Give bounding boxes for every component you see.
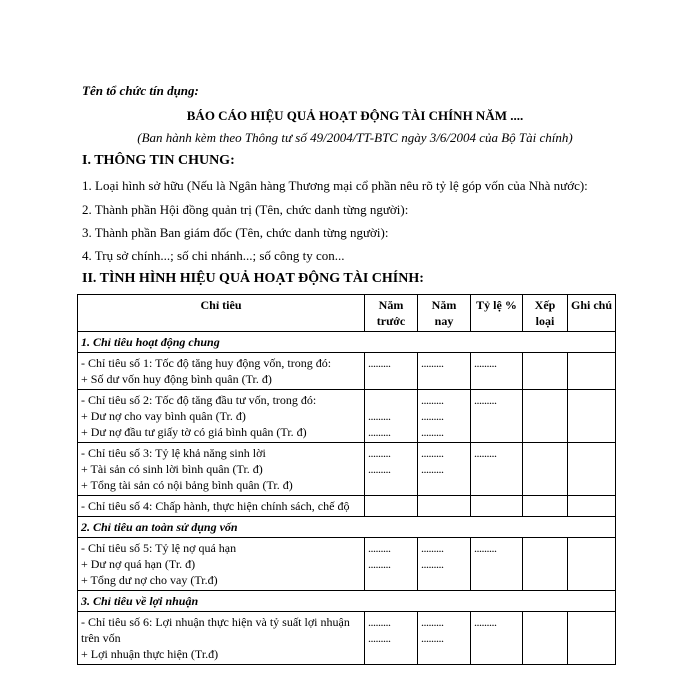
indicator-cell xyxy=(78,353,365,390)
placeholder-dots: ......... xyxy=(421,631,444,645)
indicator-line: + Lợi nhuận thực hiện (Tr.đ) xyxy=(81,647,219,661)
placeholder-dots: ......... xyxy=(368,462,391,476)
placeholder-dots: ......... xyxy=(474,393,497,407)
section-1-heading: I. THÔNG TIN CHUNG: xyxy=(82,153,235,168)
placeholder-dots: ......... xyxy=(421,557,444,571)
general-info-item-4: 4. Trụ sở chính...; số chi nhánh...; số công ty con... xyxy=(82,248,345,263)
prev-year-cell xyxy=(365,353,418,390)
note-cell xyxy=(568,390,616,443)
general-info-item-3: 3. Thành phần Ban giám đốc (Tên, chức danh từng người): xyxy=(82,225,389,240)
indicator-line: - Chỉ tiêu số 5: Tỷ lệ nợ quá hạn xyxy=(81,541,237,555)
group-label: 2. Chỉ tiêu an toàn sử dụng vốn xyxy=(78,517,616,538)
table-header-row xyxy=(78,295,616,332)
column-header: Xếp loại xyxy=(523,295,568,332)
column-header: Ghi chú xyxy=(568,295,616,332)
indicator-line: + Số dư vốn huy động bình quân (Tr. đ) xyxy=(81,372,272,386)
rank-cell xyxy=(523,612,568,665)
table-row xyxy=(78,390,616,443)
placeholder-dots: ......... xyxy=(368,409,391,423)
prev-year-cell xyxy=(365,443,418,496)
table-row xyxy=(78,443,616,496)
this-year-cell xyxy=(418,612,471,665)
column-header: Năm trước xyxy=(365,295,418,332)
placeholder-dots: ......... xyxy=(368,631,391,645)
placeholder-dots: ......... xyxy=(368,557,391,571)
indicator-line: + Tổng tài sản có nội bảng bình quân (Tr. đ) xyxy=(81,478,293,492)
table-row xyxy=(78,612,616,665)
placeholder-dots: ......... xyxy=(474,615,497,629)
placeholder-dots: ......... xyxy=(421,409,444,423)
indicator-line: + Tổng dư nợ cho vay (Tr.đ) xyxy=(81,573,218,587)
table-row xyxy=(78,496,616,517)
prev-year-cell xyxy=(365,612,418,665)
rank-cell xyxy=(523,353,568,390)
ratio-cell xyxy=(471,538,523,591)
note-cell xyxy=(568,353,616,390)
column-header: Năm nay xyxy=(418,295,471,332)
placeholder-dots: ......... xyxy=(421,462,444,476)
this-year-cell xyxy=(418,390,471,443)
table-row xyxy=(78,353,616,390)
note-cell xyxy=(568,538,616,591)
prev-year-cell xyxy=(365,538,418,591)
placeholder-dots: ......... xyxy=(474,541,497,555)
org-label: Tên tổ chức tín dụng: xyxy=(82,83,199,98)
group-label: 3. Chỉ tiêu về lợi nhuận xyxy=(78,591,616,612)
ratio-cell xyxy=(471,390,523,443)
prev-year-cell xyxy=(365,496,418,517)
indicator-line: - Chỉ tiêu số 6: Lợi nhuận thực hiện và tỷ suất lợi nhuận trên vốn xyxy=(81,615,350,645)
indicator-cell xyxy=(78,496,365,517)
this-year-cell xyxy=(418,538,471,591)
ratio-cell xyxy=(471,496,523,517)
placeholder-dots: ......... xyxy=(368,615,391,629)
note-cell xyxy=(568,443,616,496)
column-header: Tỷ lệ % xyxy=(471,295,523,332)
rank-cell xyxy=(523,496,568,517)
indicator-line: - Chỉ tiêu số 4: Chấp hành, thực hiện chính sách, chế độ xyxy=(81,499,350,513)
column-header: Chỉ tiêu xyxy=(78,295,365,332)
indicator-cell xyxy=(78,443,365,496)
ratio-cell xyxy=(471,353,523,390)
general-info-item-2: 2. Thành phần Hội đồng quản trị (Tên, chức danh từng người): xyxy=(82,202,409,217)
ratio-cell xyxy=(471,443,523,496)
placeholder-dots: ......... xyxy=(474,356,497,370)
placeholder-dots: ......... xyxy=(421,393,444,407)
indicator-line: + Dư nợ cho vay bình quân (Tr. đ) xyxy=(81,409,246,423)
ratio-cell xyxy=(471,612,523,665)
indicator-line: + Tài sản có sinh lời bình quân (Tr. đ) xyxy=(81,462,263,476)
note-cell xyxy=(568,496,616,517)
indicator-line: - Chỉ tiêu số 3: Tỷ lệ khả năng sinh lời xyxy=(81,446,266,460)
group-row xyxy=(78,591,616,612)
placeholder-dots: ......... xyxy=(368,541,391,555)
placeholder-dots: ......... xyxy=(421,356,444,370)
rank-cell xyxy=(523,538,568,591)
indicator-line: - Chỉ tiêu số 2: Tốc độ tăng đầu tư vốn, trong đó: xyxy=(81,393,317,407)
placeholder-dots: ......... xyxy=(368,356,391,370)
financial-performance-table xyxy=(77,294,616,665)
indicator-cell xyxy=(78,612,365,665)
indicator-line: + Dư nợ đầu tư giấy tờ có giá bình quân (Tr. đ) xyxy=(81,425,307,439)
indicator-line: + Dư nợ quá hạn (Tr. đ) xyxy=(81,557,196,571)
this-year-cell xyxy=(418,353,471,390)
placeholder-dots: ......... xyxy=(421,425,444,439)
table-row xyxy=(78,538,616,591)
placeholder-dots: ......... xyxy=(368,446,391,460)
group-label: 1. Chỉ tiêu hoạt động chung xyxy=(78,332,616,353)
placeholder-dots: ......... xyxy=(421,541,444,555)
placeholder-dots: ......... xyxy=(474,446,497,460)
general-info-item-1: 1. Loại hình sở hữu (Nếu là Ngân hàng Thương mại cổ phần nêu rõ tỷ lệ góp vốn của Nhà nước): xyxy=(82,178,588,193)
section-2-heading: II. TÌNH HÌNH HIỆU QUẢ HOẠT ĐỘNG TÀI CHÍNH: xyxy=(82,271,424,286)
indicator-cell xyxy=(78,390,365,443)
placeholder-dots: ......... xyxy=(368,425,391,439)
note-cell xyxy=(568,612,616,665)
placeholder-dots: ......... xyxy=(421,615,444,629)
placeholder-dots: ......... xyxy=(421,446,444,460)
report-title: BÁO CÁO HIỆU QUẢ HOẠT ĐỘNG TÀI CHÍNH NĂM .... xyxy=(186,108,524,123)
group-row xyxy=(78,517,616,538)
indicator-line: - Chỉ tiêu số 1: Tốc độ tăng huy động vốn, trong đó: xyxy=(81,356,332,370)
rank-cell xyxy=(523,443,568,496)
prev-year-cell xyxy=(365,390,418,443)
indicator-cell xyxy=(78,538,365,591)
report-subtitle: (Ban hành kèm theo Thông tư số 49/2004/TT-BTC ngày 3/6/2004 của Bộ Tài chính) xyxy=(137,130,573,145)
this-year-cell xyxy=(418,443,471,496)
group-row xyxy=(78,332,616,353)
rank-cell xyxy=(523,390,568,443)
this-year-cell xyxy=(418,496,471,517)
